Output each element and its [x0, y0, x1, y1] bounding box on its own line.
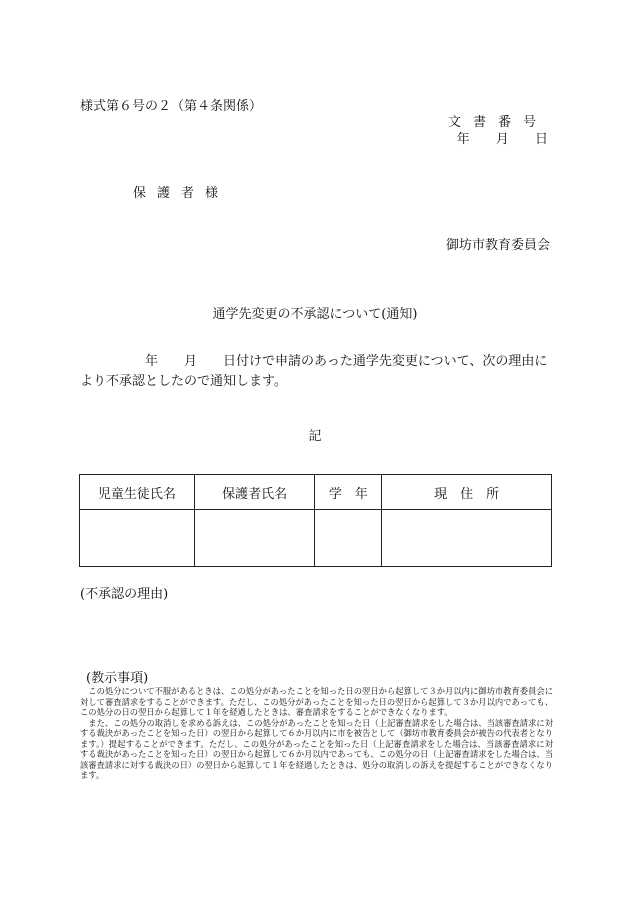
document-title: 通学先変更の不承認について(通知) [212, 307, 418, 322]
cell-guardian-name [194, 510, 315, 567]
info-table [79, 474, 552, 567]
date-year: 年 [456, 132, 470, 147]
form-id: 様式第６号の２（第４条関係） [80, 99, 263, 114]
table-row [80, 510, 552, 567]
reason-label: (不承認の理由) [80, 587, 169, 602]
cell-grade [315, 510, 382, 567]
sender: 御坊市教育委員会 [445, 238, 550, 253]
date-month: 月 [495, 132, 509, 147]
header-guardian-name: 保護者氏名 [194, 475, 315, 510]
cell-address [382, 510, 552, 567]
notice-paragraph: この処分について不服があるときは、この処分があったことを知った日の翌日から起算して３か月以内に御坊市教育委員会に対して審査請求をすることができます。ただし、この処分があったことを知った日の翌日から起算して３か月以内であっても、この処分の日の翌日から起算して１年を経過したときは、審査請求をすることができなくなります。 [80, 686, 553, 717]
body-text: 年 月 日付けで申請のあった通学先変更について、次の理由により不承認としたので通知します。 [80, 354, 548, 389]
document-number-label: 文書番号 [447, 115, 548, 130]
ki-heading: 記 [308, 429, 322, 444]
date-day: 日 [534, 132, 548, 147]
header-student-name: 児童生徒氏名 [80, 475, 195, 510]
notice-text [80, 686, 553, 781]
header-address: 現 住 所 [382, 475, 552, 510]
addressee: 保護者様 [133, 186, 230, 201]
table-header-row [80, 475, 552, 510]
cell-student-name [80, 510, 195, 567]
date-line [435, 128, 548, 147]
notice-title: (教示事項) [86, 671, 149, 686]
header-grade: 学 年 [315, 475, 382, 510]
notice-paragraph: また、この処分の取消しを求める訴えは、この処分があったことを知った日（上記審査請求をした場合は、当該審査請求に対する裁決があったことを知った日）の翌日から起算して６か月以内に市を被告として（御坊市教育委員会が被告の代表者となります。）提起することができます。ただし、この処分があったことを知った日（上記審査請求をした場合は、当該審査請求に対する裁決があったことを知った日）の翌日から起算して６か月以内であっても、この処分の日（上記審査請求をした場合は、当該審査請求に対する裁決の日）の翌日から起算して１年を経過したときは、処分の取消しの訴えを提起することができなくなります。 [80, 717, 553, 780]
